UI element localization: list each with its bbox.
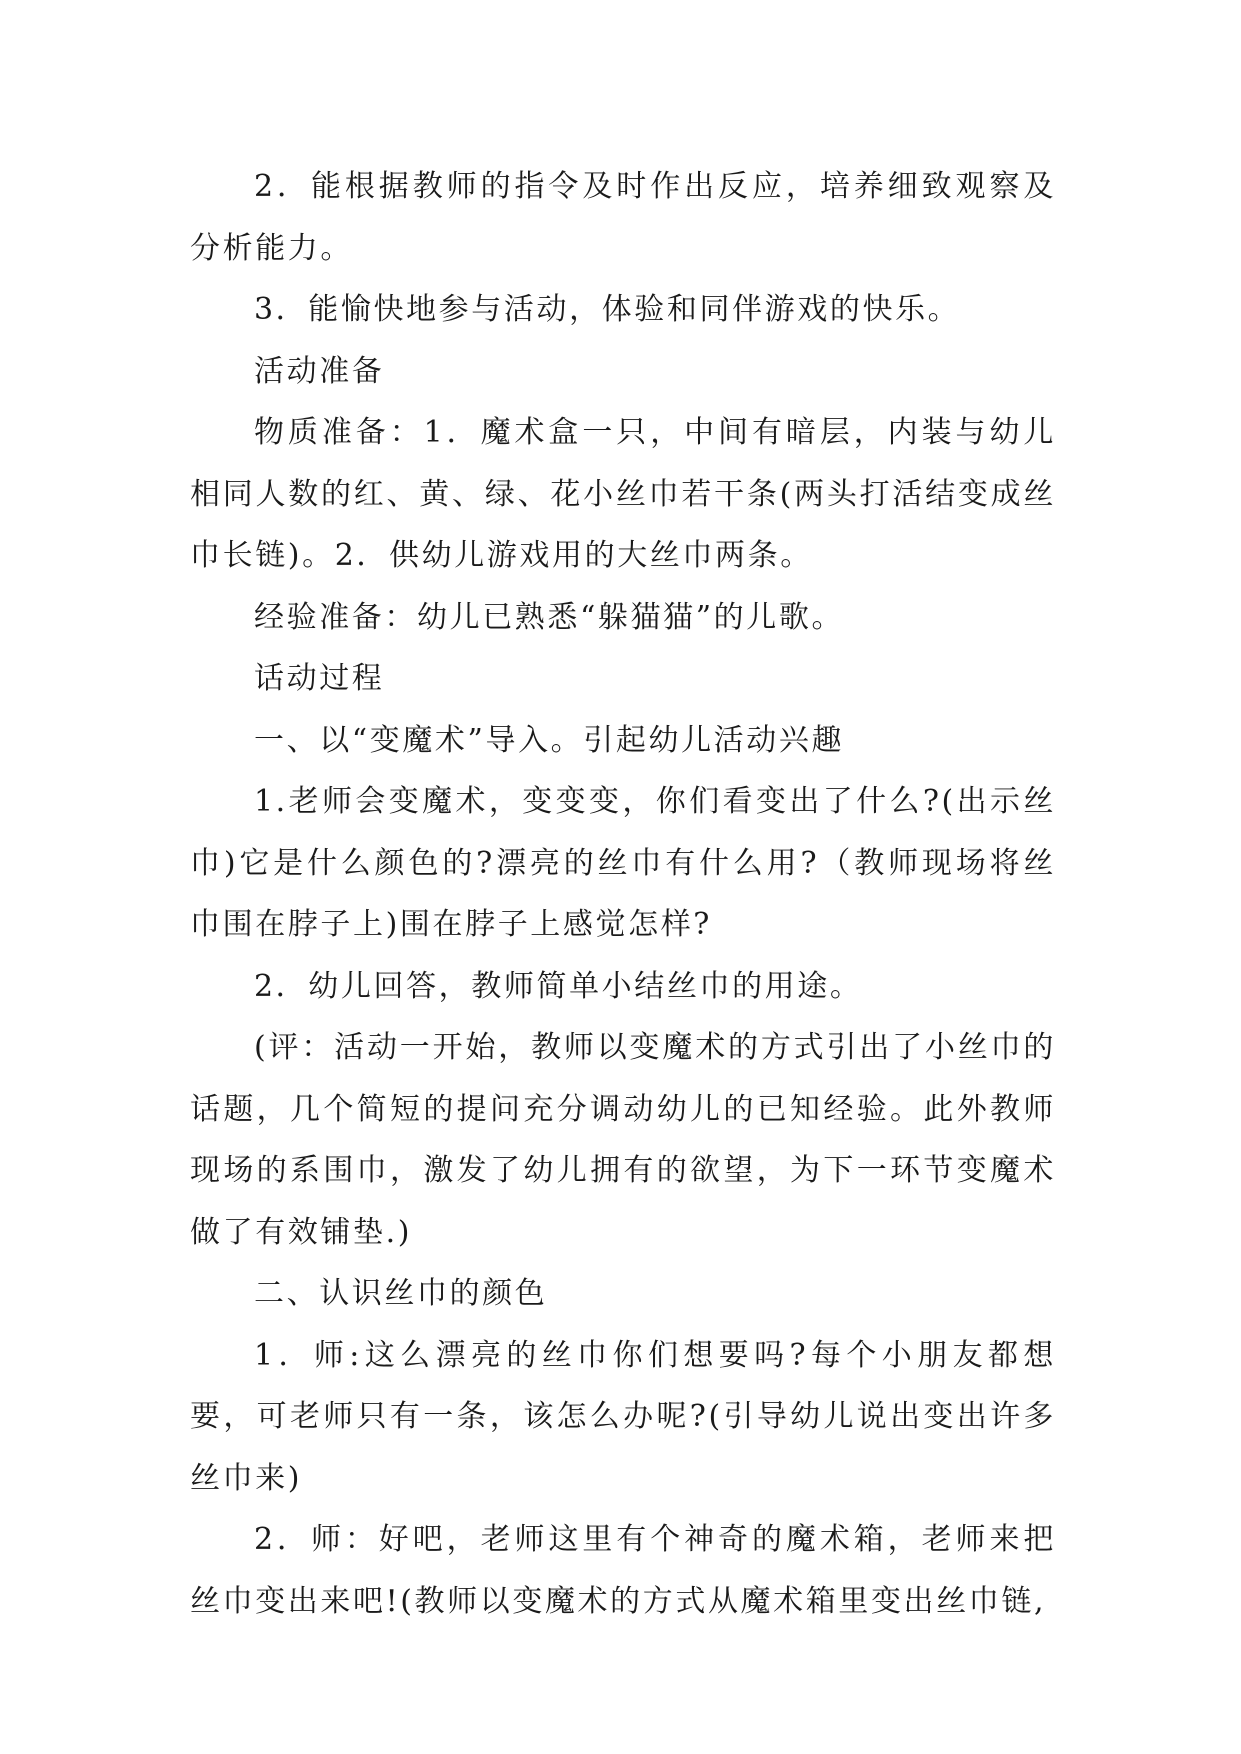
paragraph-material-preparation: 物质准备：1．魔术盒一只，中间有暗层，内装与幼儿相同人数的红、黄、绿、花小丝巾若干条(两头打活结变成丝巾长链)。2．供幼儿游戏用的大丝巾两条。: [190, 415, 1056, 573]
document-body: [190, 156, 1056, 1632]
paragraph-experience-preparation: 经验准备：幼儿已熟悉“躲猫猫”的儿歌。: [254, 599, 845, 635]
paragraph-step-1-1: 1.老师会变魔术，变变变，你们看变出了什么?(出示丝巾)它是什么颜色的?漂亮的丝巾有什么用?（教师现场将丝巾围在脖子上)围在脖子上感觉怎样?: [190, 784, 1056, 942]
subheading-step-2: 二、认识丝巾的颜色: [254, 1276, 548, 1311]
subheading-step-1: 一、以“变魔术”导入。引起幼儿活动兴趣: [254, 722, 845, 758]
paragraph-step-2-1: 1．师:这么漂亮的丝巾你们想要吗?每个小朋友都想要，可老师只有一条，该怎么办呢?(引导幼儿说出变出许多丝巾来): [190, 1337, 1056, 1496]
paragraph-goal-2: 2．能根据教师的指令及时作出反应，培养细致观察及分析能力。: [190, 169, 1056, 266]
paragraph-comment: (评：活动一开始，教师以变魔术的方式引出了小丝巾的话题，几个简短的提问充分调动幼儿的已知经验。此外教师现场的系围巾，激发了幼儿拥有的欲望，为下一环节变魔术做了有效铺垫.): [190, 1030, 1056, 1250]
paragraph-step-1-2: 2．幼儿回答，教师简单小结丝巾的用途。: [254, 968, 863, 1004]
section-heading-preparation: 活动准备: [254, 353, 385, 389]
paragraph-step-2-2: 2．师：好吧，老师这里有个神奇的魔术箱，老师来把丝巾变出来吧!(教师以变魔术的方式从魔术箱里变出丝巾链,: [190, 1522, 1056, 1619]
section-heading-process: 话动过程: [254, 661, 385, 696]
paragraph-goal-3: 3．能愉快地参与活动，体验和同伴游戏的快乐。: [254, 292, 961, 327]
